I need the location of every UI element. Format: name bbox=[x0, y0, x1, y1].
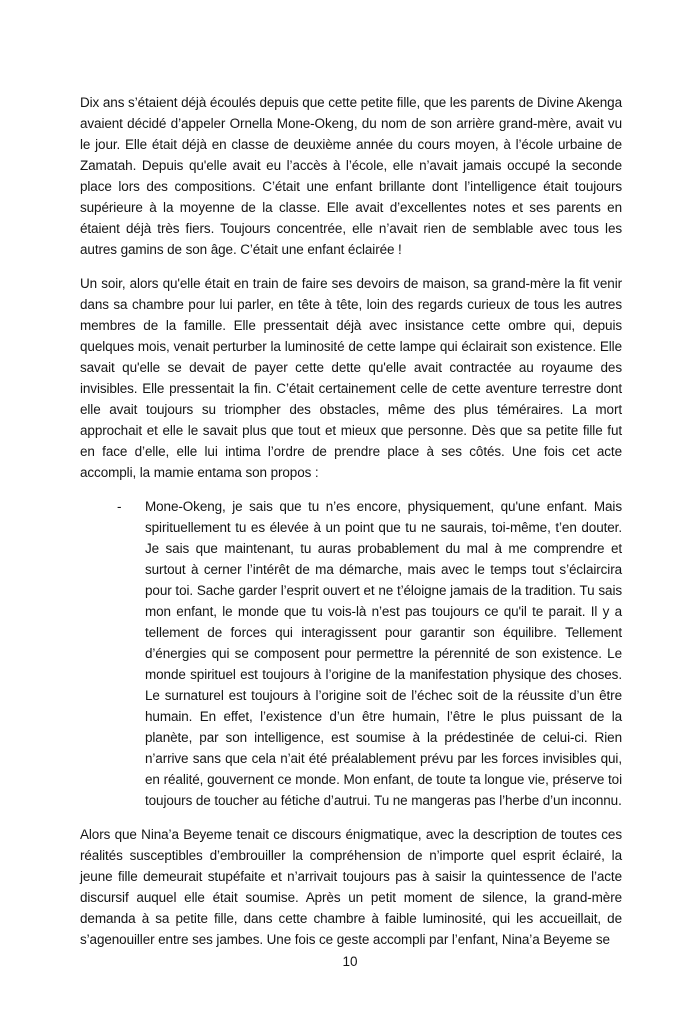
dialogue-dash-marker: - bbox=[117, 499, 122, 514]
page-content bbox=[80, 92, 622, 963]
paragraph-2: Un soir, alors qu'elle était en train de faire ses devoirs de maison, sa grand-mère la fit venir dans sa chambre pour lui parler, en tête à tête, loin des regards curieux de tous les autres membres de la famille. Elle pressentait déjà avec insistance cette ombre qui, depuis quelques mois, venait perturber la luminosité de cette lampe qui éclairait son existence. Elle savait qu'elle se devait de payer cette dette qu'elle avait contractée au royaume des invisibles. Elle pressentait la fin. C’était certainement celle de cette aventure terrestre dont elle avait toujours su triompher des obstacles, même des plus téméraires. La mort approchait et elle le savait plus que tout et mieux que personne. Dès que sa petite fille fut en face d’elle, elle lui intima l’ordre de prendre place à ses côtés. Une fois cet acte accompli, la mamie entama son propos : bbox=[80, 276, 622, 480]
paragraph-3: Alors que Nina’a Beyeme tenait ce discours énigmatique, avec la description de toutes ces réalités susceptibles d’embrouiller la compréhension de n’importe quel esprit éclairé, la jeune fille demeurait stupéfaite et n’arrivait toujours pas à saisir la quintessence de l’acte discursif auquel elle était soumise. Après un petit moment de silence, la grand-mère demanda à sa petite fille, dans cette chambre à faible luminosité, qui les accueillait, de s’agenouiller entre ses jambes. Une fois ce geste accompli par l’enfant, Nina’a Beyeme se bbox=[80, 827, 622, 947]
dialogue-text: Mone-Okeng, je sais que tu n’es encore, physiquement, qu'une enfant. Mais spirituellement tu es élevée à un point que tu ne saurais, toi-même, t’en douter. Je sais que maintenant, tu auras probablement du mal à me comprendre et surtout à cerner l’intérêt de ma démarche, mais avec le temps tout s’éclaircira pour toi. Sache garder l’esprit ouvert et ne t’éloigne jamais de la tradition. Tu sais mon enfant, le monde que tu vois-là n’est pas toujours ce qu'il te parait. Il y a tellement de forces qui interagissent pour garantir son équilibre. Tellement d’énergies qui se composent pour permettre la pérennité de son existence. Le monde spirituel est toujours à l’origine de la manifestation physique des choses. Le surnaturel est toujours à l’origine soit de l’échec soit de la réussite d’un être humain. En effet, l’existence d’un être humain, l’être le plus puissant de la planète, par son intelligence, est soumise à la prédestinée de celui-ci. Rien n’arrive sans que cela n’ait été préalablement prévu par les forces invisibles qui, en réalité, gouvernent ce monde. Mon enfant, de toute ta longue vie, préserve toi toujours de toucher au fétiche d’autrui. Tu ne mangeras pas l’herbe d’un inconnu. bbox=[145, 499, 622, 808]
paragraph-1: Dix ans s’étaient déjà écoulés depuis que cette petite fille, que les parents de Divine Akenga avaient décidé d’appeler Ornella Mone-Okeng, du nom de son arrière grand-mère, avait vu le jour. Elle était déjà en classe de deuxième année du cours moyen, à l’école urbaine de Zamatah. Depuis qu'elle avait eu l’accès à l’école, elle n’avait jamais occupé la seconde place lors des compositions. C’était une enfant brillante dont l’intelligence était toujours supérieure à la moyenne de la classe. Elle avait d’excellentes notes et ses parents en étaient déjà très fiers. Toujours concentrée, elle n’avait rien de semblable avec tous les autres gamins de son âge. C’était une enfant éclairée ! bbox=[80, 95, 622, 257]
page-number: 10 bbox=[342, 954, 358, 969]
dialogue-block bbox=[80, 496, 622, 811]
